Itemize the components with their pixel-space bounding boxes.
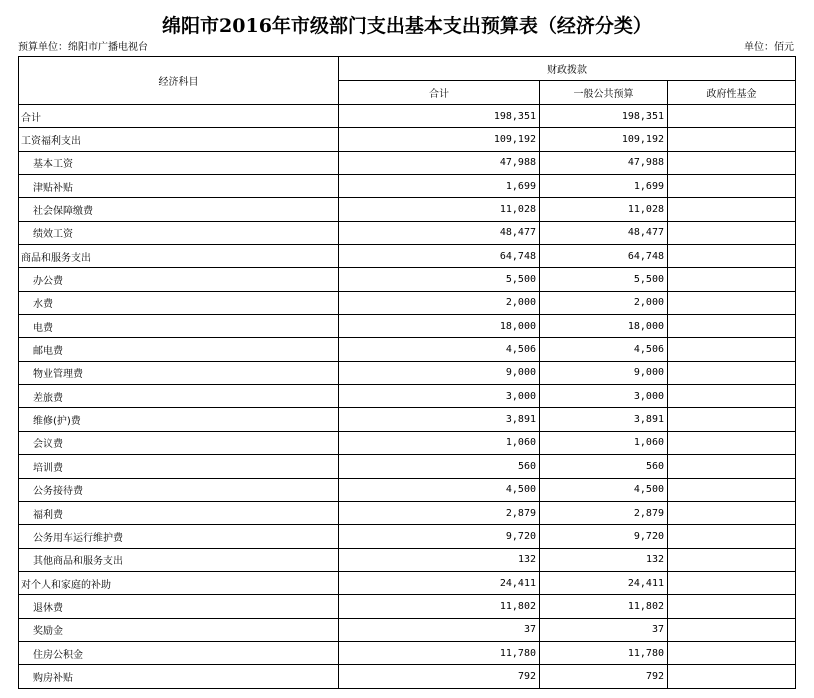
table-row xyxy=(19,501,796,524)
row-item-name: 商品和服务支出 xyxy=(19,245,339,268)
row-general-value: 9,000 xyxy=(540,361,668,384)
row-fund-value xyxy=(668,385,796,408)
row-total-value: 1,060 xyxy=(339,431,540,454)
row-general-value: 792 xyxy=(540,665,668,688)
row-total-value: 1,699 xyxy=(339,175,540,198)
row-total-value: 4,506 xyxy=(339,338,540,361)
row-item-name: 培训费 xyxy=(19,455,339,478)
row-general-value: 1,060 xyxy=(540,431,668,454)
row-general-value: 109,192 xyxy=(540,128,668,151)
row-fund-value xyxy=(668,151,796,174)
row-total-value: 3,891 xyxy=(339,408,540,431)
row-fund-value xyxy=(668,501,796,524)
row-item-name: 基本工资 xyxy=(19,151,339,174)
row-general-value: 132 xyxy=(540,548,668,571)
row-fund-value xyxy=(668,431,796,454)
row-total-value: 3,000 xyxy=(339,385,540,408)
budget-table-body xyxy=(19,57,796,689)
row-total-value: 9,720 xyxy=(339,525,540,548)
row-fund-value xyxy=(668,665,796,688)
row-general-value: 3,000 xyxy=(540,385,668,408)
table-row xyxy=(19,408,796,431)
row-item-name: 差旅费 xyxy=(19,385,339,408)
row-item-name: 对个人和家庭的补助 xyxy=(19,571,339,594)
row-general-value: 2,879 xyxy=(540,501,668,524)
row-fund-value xyxy=(668,595,796,618)
row-total-value: 109,192 xyxy=(339,128,540,151)
row-total-value: 47,988 xyxy=(339,151,540,174)
row-general-value: 11,780 xyxy=(540,641,668,664)
row-fund-value xyxy=(668,641,796,664)
row-fund-value xyxy=(668,221,796,244)
row-item-name: 邮电费 xyxy=(19,338,339,361)
row-total-value: 198,351 xyxy=(339,105,540,128)
row-item-name: 住房公积金 xyxy=(19,641,339,664)
row-fund-value xyxy=(668,105,796,128)
row-general-value: 37 xyxy=(540,618,668,641)
row-item-name: 维修(护)费 xyxy=(19,408,339,431)
table-row xyxy=(19,361,796,384)
page-title: 绵阳市2016年市级部门支出基本支出预算表（经济分类） xyxy=(162,15,652,37)
row-total-value: 11,802 xyxy=(339,595,540,618)
row-total-value: 11,780 xyxy=(339,641,540,664)
row-general-value: 1,699 xyxy=(540,175,668,198)
row-fund-value xyxy=(668,361,796,384)
table-row xyxy=(19,641,796,664)
row-total-value: 2,000 xyxy=(339,291,540,314)
row-general-value: 4,500 xyxy=(540,478,668,501)
table-row xyxy=(19,455,796,478)
row-fund-value xyxy=(668,315,796,338)
row-item-name: 电费 xyxy=(19,315,339,338)
budget-table xyxy=(18,56,796,689)
row-fund-value xyxy=(668,571,796,594)
row-item-name: 会议费 xyxy=(19,431,339,454)
row-general-value: 4,506 xyxy=(540,338,668,361)
table-row xyxy=(19,665,796,688)
row-fund-value xyxy=(668,291,796,314)
row-total-value: 792 xyxy=(339,665,540,688)
header-fund: 政府性基金 xyxy=(668,81,796,105)
table-row xyxy=(19,525,796,548)
row-total-value: 48,477 xyxy=(339,221,540,244)
row-general-value: 5,500 xyxy=(540,268,668,291)
row-total-value: 560 xyxy=(339,455,540,478)
table-row xyxy=(19,245,796,268)
table-row xyxy=(19,571,796,594)
row-general-value: 9,720 xyxy=(540,525,668,548)
row-item-name: 公务接待费 xyxy=(19,478,339,501)
table-row xyxy=(19,338,796,361)
row-total-value: 132 xyxy=(339,548,540,571)
row-item-name: 奖励金 xyxy=(19,618,339,641)
row-total-value: 4,500 xyxy=(339,478,540,501)
row-item-name: 津贴补贴 xyxy=(19,175,339,198)
currency-unit-label: 单位：佰元 xyxy=(744,42,794,53)
row-total-value: 18,000 xyxy=(339,315,540,338)
table-row xyxy=(19,291,796,314)
row-fund-value xyxy=(668,548,796,571)
row-fund-value xyxy=(668,618,796,641)
row-general-value: 2,000 xyxy=(540,291,668,314)
row-total-value: 24,411 xyxy=(339,571,540,594)
row-fund-value xyxy=(668,268,796,291)
row-item-name: 购房补贴 xyxy=(19,665,339,688)
row-item-name: 福利费 xyxy=(19,501,339,524)
row-item-name: 工资福利支出 xyxy=(19,128,339,151)
row-item-name: 退休费 xyxy=(19,595,339,618)
table-row xyxy=(19,105,796,128)
row-fund-value xyxy=(668,408,796,431)
row-fund-value xyxy=(668,245,796,268)
budget-unit-label: 预算单位：绵阳市广播电视台 xyxy=(18,42,148,53)
table-row xyxy=(19,175,796,198)
row-item-name: 合计 xyxy=(19,105,339,128)
row-total-value: 11,028 xyxy=(339,198,540,221)
row-general-value: 560 xyxy=(540,455,668,478)
row-general-value: 11,028 xyxy=(540,198,668,221)
table-row xyxy=(19,268,796,291)
row-general-value: 198,351 xyxy=(540,105,668,128)
row-general-value: 18,000 xyxy=(540,315,668,338)
row-item-name: 社会保障缴费 xyxy=(19,198,339,221)
row-fund-value xyxy=(668,525,796,548)
row-general-value: 11,802 xyxy=(540,595,668,618)
row-fund-value xyxy=(668,455,796,478)
table-row xyxy=(19,595,796,618)
header-total: 合计 xyxy=(339,81,540,105)
row-item-name: 办公费 xyxy=(19,268,339,291)
row-general-value: 64,748 xyxy=(540,245,668,268)
row-total-value: 9,000 xyxy=(339,361,540,384)
header-general: 一般公共预算 xyxy=(540,81,668,105)
row-total-value: 2,879 xyxy=(339,501,540,524)
row-general-value: 3,891 xyxy=(540,408,668,431)
row-fund-value xyxy=(668,338,796,361)
row-item-name: 公务用车运行维护费 xyxy=(19,525,339,548)
row-general-value: 47,988 xyxy=(540,151,668,174)
table-row xyxy=(19,618,796,641)
row-total-value: 5,500 xyxy=(339,268,540,291)
header-row-1 xyxy=(19,57,796,81)
row-total-value: 64,748 xyxy=(339,245,540,268)
header-group: 财政拨款 xyxy=(339,57,796,81)
row-general-value: 24,411 xyxy=(540,571,668,594)
row-fund-value xyxy=(668,128,796,151)
row-fund-value xyxy=(668,198,796,221)
row-item-name: 绩效工资 xyxy=(19,221,339,244)
row-item-name: 其他商品和服务支出 xyxy=(19,548,339,571)
row-item-name: 物业管理费 xyxy=(19,361,339,384)
header-item: 经济科目 xyxy=(19,57,339,105)
table-row xyxy=(19,478,796,501)
table-row xyxy=(19,128,796,151)
table-row xyxy=(19,221,796,244)
table-row xyxy=(19,315,796,338)
row-total-value: 37 xyxy=(339,618,540,641)
row-fund-value xyxy=(668,478,796,501)
row-item-name: 水费 xyxy=(19,291,339,314)
row-general-value: 48,477 xyxy=(540,221,668,244)
table-row xyxy=(19,548,796,571)
table-row xyxy=(19,431,796,454)
table-row xyxy=(19,198,796,221)
table-row xyxy=(19,151,796,174)
table-row xyxy=(19,385,796,408)
row-fund-value xyxy=(668,175,796,198)
